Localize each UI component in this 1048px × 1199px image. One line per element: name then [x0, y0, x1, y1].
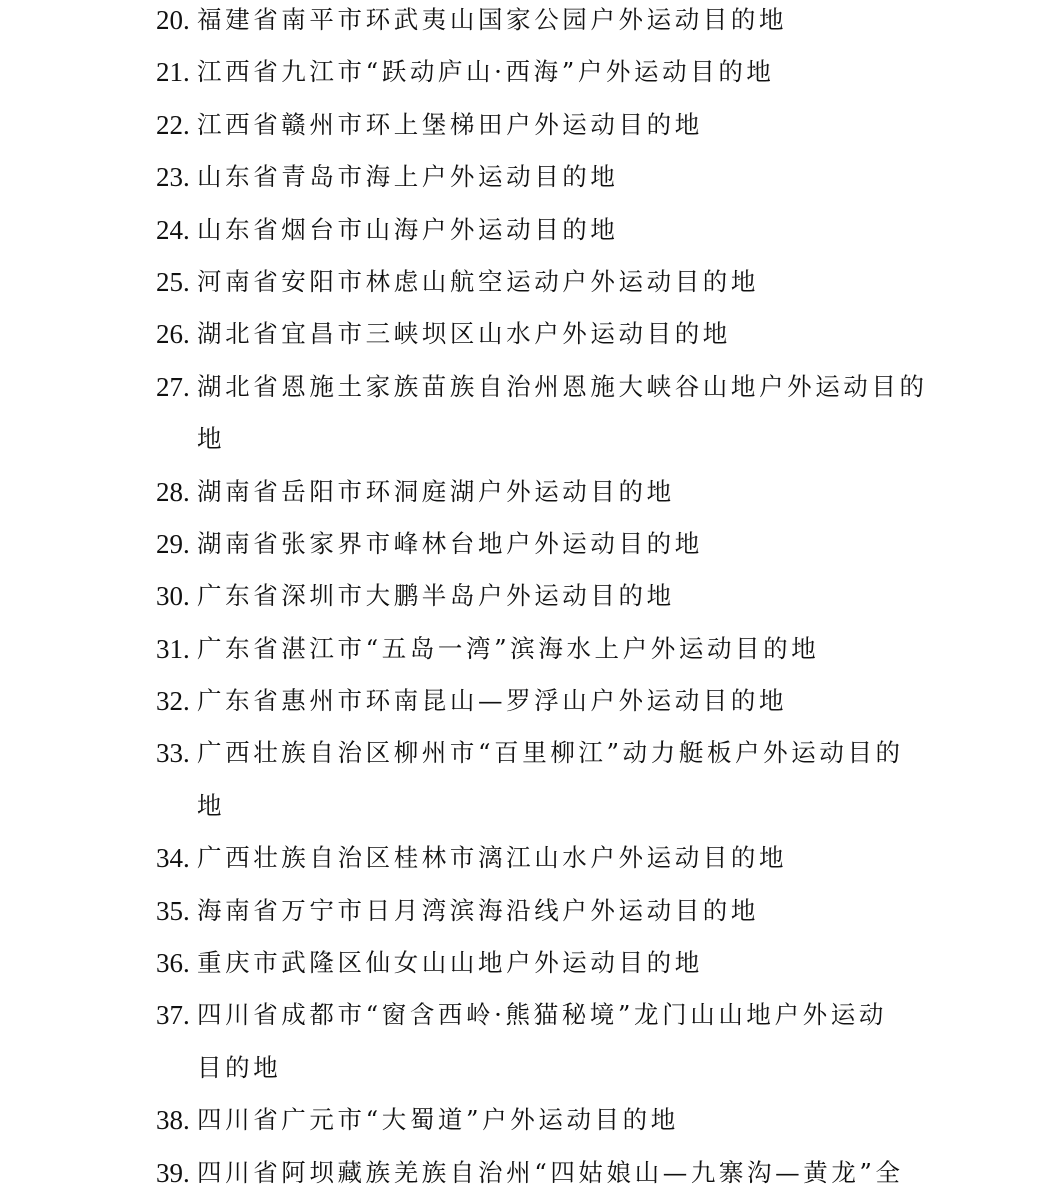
- list-item-number: 37.: [156, 1000, 190, 1031]
- list-item-number: 34.: [156, 843, 190, 874]
- list-item-text: 四川省成都市“窗含西岭·熊猫秘境”龙门山山地户外运动: [197, 1000, 887, 1030]
- list-item-line: [0, 204, 1048, 256]
- list-item-line: [0, 361, 1048, 413]
- list-item-number: 38.: [156, 1105, 190, 1136]
- list-item-line: [0, 256, 1048, 308]
- list-item-text: 重庆市武隆区仙女山山地户外运动目的地: [197, 948, 703, 978]
- list-item: [0, 0, 1048, 46]
- list-item-text: 广东省深圳市大鹏半岛户外运动目的地: [197, 581, 675, 611]
- list-item-text: 湖北省恩施土家族苗族自治州恩施大峡谷山地户外运动目的: [197, 371, 928, 401]
- list-item: [0, 623, 1048, 675]
- list-item: [0, 151, 1048, 203]
- list-item-line: [0, 727, 1048, 779]
- list-item-text: 广西壮族自治区桂林市漓江山水户外运动目的地: [197, 843, 788, 873]
- list-item: [0, 99, 1048, 151]
- list-item-number: 36.: [156, 948, 190, 979]
- list-item: [0, 361, 1048, 466]
- list-item-number: 22.: [156, 109, 190, 140]
- list-item-line: [0, 570, 1048, 622]
- list-item-line: [0, 1094, 1048, 1146]
- list-item-text: 湖北省宜昌市三峡坝区山水户外运动目的地: [197, 319, 731, 349]
- list-item-text: 湖南省岳阳市环洞庭湖户外运动目的地: [197, 476, 675, 506]
- list-item: [0, 256, 1048, 308]
- list-item-text: 山东省青岛市海上户外运动目的地: [197, 162, 619, 192]
- list-item-number: 24.: [156, 214, 190, 245]
- list-item-number: 30.: [156, 581, 190, 612]
- list-item-number: 23.: [156, 162, 190, 193]
- list-item-text-continued: 地: [197, 424, 226, 454]
- list-item-line: [0, 308, 1048, 360]
- list-item-line: [0, 832, 1048, 884]
- list-item-number: 27.: [156, 371, 190, 402]
- list-item-line: [0, 675, 1048, 727]
- list-item-text: 福建省南平市环武夷山国家公园户外运动目的地: [197, 5, 788, 34]
- list-item-text-continued: 地: [197, 790, 226, 820]
- list-item-text: 江西省九江市“跃动庐山·西海”户外运动目的地: [197, 57, 775, 87]
- list-item-text: 海南省万宁市日月湾滨海沿线户外运动目的地: [197, 895, 759, 925]
- list-item-text: 河南省安阳市林虑山航空运动户外运动目的地: [197, 266, 759, 296]
- list-item-line: [0, 937, 1048, 989]
- list-item-number: 35.: [156, 895, 190, 926]
- list-item: [0, 308, 1048, 360]
- list-item: [0, 466, 1048, 518]
- list-item-text: 江西省赣州市环上堡梯田户外运动目的地: [197, 109, 703, 139]
- list-item: [0, 937, 1048, 989]
- list-item: [0, 832, 1048, 884]
- list-item-line: [0, 518, 1048, 570]
- list-item-number: 21.: [156, 57, 190, 88]
- list-item-line: [0, 623, 1048, 675]
- list-item: [0, 1094, 1048, 1146]
- list-item-text-continued: 目的地: [197, 1052, 282, 1082]
- list-item-line: [0, 151, 1048, 203]
- list-item-line: [0, 885, 1048, 937]
- list-item-text: 湖南省张家界市峰林台地户外运动目的地: [197, 528, 703, 558]
- list-item-line: [0, 99, 1048, 151]
- list-item: [0, 518, 1048, 570]
- list-item-number: 39.: [156, 1157, 190, 1188]
- list-item-text: 四川省阿坝藏族羌族自治州“四姑娘山—九寨沟—黄龙”全: [197, 1157, 904, 1187]
- list-item: [0, 1147, 1048, 1199]
- list-item: [0, 675, 1048, 727]
- list-item: [0, 727, 1048, 832]
- list-item-continuation-line: [0, 413, 1048, 465]
- list-item: [0, 570, 1048, 622]
- list-item: [0, 46, 1048, 98]
- list-item-number: 32.: [156, 686, 190, 717]
- list-item-number: 29.: [156, 528, 190, 559]
- list-item-number: 26.: [156, 319, 190, 350]
- list-item: [0, 885, 1048, 937]
- list-item-number: 25.: [156, 266, 190, 297]
- list-item-line: [0, 0, 1048, 46]
- list-item-text: 广西壮族自治区柳州市“百里柳江”动力艇板户外运动目的: [197, 738, 904, 768]
- list-item-continuation-line: [0, 780, 1048, 832]
- list-item-text: 广东省惠州市环南昆山—罗浮山户外运动目的地: [197, 686, 788, 716]
- list-item-text: 广东省湛江市“五岛一湾”滨海水上户外运动目的地: [197, 633, 820, 663]
- list-item-continuation-line: [0, 1042, 1048, 1094]
- list-item: [0, 989, 1048, 1094]
- list-item-text: 山东省烟台市山海户外运动目的地: [197, 214, 619, 244]
- list-item-number: 28.: [156, 476, 190, 507]
- list-item-number: 31.: [156, 633, 190, 664]
- list-item-line: [0, 46, 1048, 98]
- list-item-number: 20.: [156, 5, 190, 35]
- list-item-number: 33.: [156, 738, 190, 769]
- list-item-text: 四川省广元市“大蜀道”户外运动目的地: [197, 1105, 679, 1135]
- list-item: [0, 204, 1048, 256]
- list-item-line: [0, 1147, 1048, 1199]
- list-item-line: [0, 466, 1048, 518]
- list-item-line: [0, 989, 1048, 1041]
